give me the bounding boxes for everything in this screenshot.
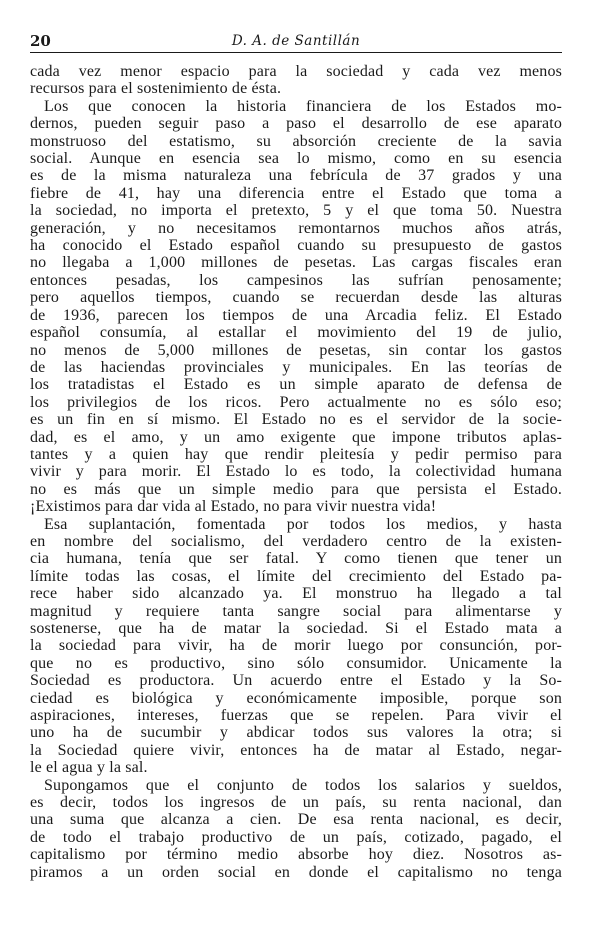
text-line: capitalismo por término medio absorbe hoy diez. Nosotros as-	[30, 846, 562, 864]
paragraph	[30, 516, 562, 777]
text-line: los privilegios de los ricos. Pero actualmente no es sólo eso;	[30, 393, 562, 411]
page-number: 20	[30, 32, 51, 50]
text-line: Sociedad es productora. Un acuerdo entre el Estado y la So-	[30, 672, 562, 690]
text-line: en nombre del socialismo, del verdadero centro de la existen-	[30, 532, 562, 550]
text-line: de 1936, parecen los tiempos de una Arcadia feliz. El Estado	[30, 306, 562, 324]
body-text	[30, 63, 562, 881]
text-line: no llegaba a 1,000 millones de pesetas. Las cargas fiscales eran	[30, 254, 562, 272]
text-line: piramos a un orden social en donde el capitalismo no tenga	[30, 863, 562, 881]
text-line: tantes y a quien hay que rendir pleitesía y pedir permiso para	[30, 445, 562, 463]
text-line: ha conocido el Estado español cuando su presupuesto de gastos	[30, 237, 562, 255]
text-line: recursos para el sostenimiento de ésta.	[30, 80, 282, 98]
text-line: pero aquellos tiempos, cuando se recuerdan desde las alturas	[30, 289, 562, 307]
running-head-title: D. A. de Santillán	[231, 33, 361, 49]
text-line: Esa suplantación, fomentada por todos los medios, y hasta	[44, 515, 562, 533]
running-head	[30, 30, 562, 53]
text-line: es de la misma naturaleza una febrícula de 37 grados y una	[30, 167, 562, 185]
text-line: ciedad es biológica y económicamente imposible, porque son	[30, 689, 562, 707]
text-line: no menos de 5,000 millones de pesetas, sin contar los gastos	[30, 341, 562, 359]
text-line: límite todas las cosas, el límite del crecimiento del Estado pa-	[30, 567, 562, 585]
text-line: Los que conocen la historia financiera de los Estados mo-	[44, 97, 562, 115]
text-line: social. Aunque en esencia sea lo mismo, como en su esencia	[30, 150, 562, 168]
text-line: es decir, todos los ingresos de un país, su renta nacional, dan	[30, 794, 562, 812]
paragraph	[30, 98, 562, 516]
text-line: fiebre de 41, hay una diferencia entre el Estado que toma a	[30, 184, 562, 202]
text-line: monstruoso del estatismo, su absorción creciente de la savia	[30, 132, 562, 150]
text-line: Supongamos que el conjunto de todos los salarios y sueldos,	[44, 776, 562, 794]
paragraph	[30, 63, 562, 98]
paragraph	[30, 777, 562, 881]
text-line: sostenerse, que ha de matar la sociedad. Si el Estado mata a	[30, 620, 562, 637]
text-line: generación, y no necesitamos remontarnos muchos años atrás,	[30, 219, 562, 237]
text-line: magnitud y requiere tanta sangre social para alimentarse y	[30, 602, 562, 620]
text-line: ¡Existimos para dar vida al Estado, no para vivir nuestra vida!	[30, 498, 437, 516]
text-line: que no es productivo, sino sólo consumidor. Unicamente la	[30, 654, 562, 672]
text-line: no es más que un simple medio para que persista el Estado.	[30, 480, 562, 498]
text-line: la sociedad, no importa el pretexto, 5 y el que toma 50. Nuestra	[30, 202, 562, 220]
text-line: dad, es el amo, y un amo exigente que impone tributos aplas-	[30, 428, 562, 446]
text-line: es un fin en sí mismo. El Estado no es el servidor de la socie-	[30, 411, 562, 429]
text-line: una suma que alcanza a cien. De esa renta nacional, es decir,	[30, 811, 562, 829]
text-line: los tratadistas el Estado es un simple aparato de defensa de	[30, 376, 562, 394]
text-line: la Sociedad quiere vivir, entonces ha de matar al Estado, negar-	[30, 741, 562, 759]
text-line: aspiraciones, intereses, fuerzas que se repelen. Para vivir el	[30, 707, 562, 725]
text-line: rece haber sido alcanzado ya. El monstruo ha llegado a tal	[30, 585, 562, 603]
text-line: uno ha de sucumbir y abdicar todos sus valores la otra; si	[30, 724, 562, 742]
text-line: cia humana, tenía que ser fatal. Y como tienen que tener un	[30, 550, 562, 568]
text-line: cada vez menor espacio para la sociedad y cada vez menos	[30, 63, 562, 80]
text-line: le el agua y la sal.	[30, 759, 148, 777]
text-line: de las haciendas provinciales y municipales. En las teorías de	[30, 358, 562, 376]
text-line: la sociedad para vivir, ha de morir luego por consunción, por-	[30, 637, 562, 655]
text-line: dernos, pueden seguir paso a paso el desarrollo de ese aparato	[30, 115, 562, 133]
text-line: de todo el trabajo productivo de un país, cotizado, pagado, el	[30, 828, 562, 846]
text-line: español consumía, al estallar el movimiento del 19 de julio,	[30, 324, 562, 342]
book-page	[30, 30, 562, 881]
text-line: vivir y para morir. El Estado lo es todo, la colectividad humana	[30, 463, 562, 481]
text-line: entonces pesadas, los campesinos las sufrían penosamente;	[30, 271, 562, 289]
